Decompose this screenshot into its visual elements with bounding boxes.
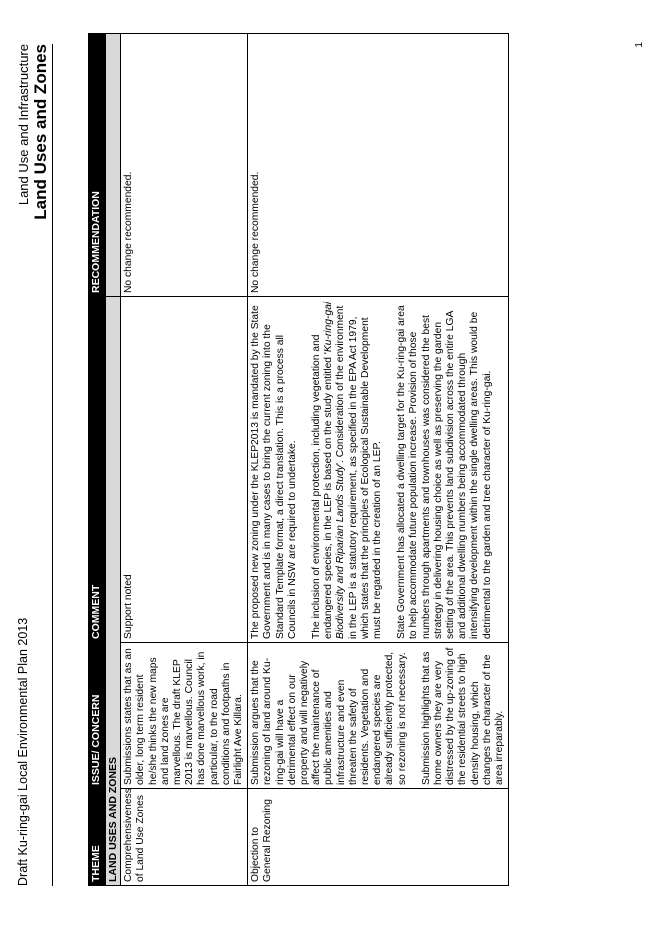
document-title: Draft Ku-ring-gai Local Environmental Plan 2013 bbox=[16, 617, 30, 886]
section-row bbox=[106, 34, 121, 886]
column-header-recommendation: RECOMMENDATION bbox=[89, 34, 106, 297]
issue-paragraph: Submission argues that the rezoning of land around Ku-ring-gai will have a detrimental effect on our property and will negatively affect the maintenance of public amenities and infrastructure and even threaten the safety of residents. Vegetation and endangered species are already sufficiently protected, so rezoning is not necessary. bbox=[250, 651, 408, 785]
table-row bbox=[248, 34, 509, 886]
comment-paragraph bbox=[311, 300, 384, 639]
table-row bbox=[121, 34, 248, 886]
issue-cell bbox=[248, 643, 509, 789]
column-header-theme: THEME bbox=[89, 789, 106, 886]
section-label: LAND USES AND ZONES bbox=[106, 297, 121, 886]
recommendation-cell: No change recommended. bbox=[121, 34, 248, 297]
table-header-row bbox=[89, 34, 106, 886]
column-header-issue: ISSUE/ CONCERN bbox=[89, 643, 106, 789]
issue-paragraph: Submission highlights that as home owners they are very distressed by the up-zoning of the residential streets to high density housing, which changes the character of the area irreparably. bbox=[420, 647, 506, 785]
section-title: Land Uses and Zones bbox=[31, 44, 50, 220]
comment-paragraph: The proposed new zoning under the KLEP2013 is mandated by the State Government and is in many cases to bring the current zoning into the Standard Template format, a direct translation. This is a process all Councils in NSW are required to undertake. bbox=[250, 305, 298, 639]
comment-text: The inclusion of environmental protection, including vegetation and endangered species, in the LEP is based on the study entitled ' bbox=[311, 334, 335, 639]
header-rule bbox=[52, 44, 53, 886]
section-label-filler bbox=[106, 34, 121, 297]
theme-cell: Comprehensiveness of Land Use Zones bbox=[121, 789, 248, 886]
recommendation-cell: No change recommended. bbox=[248, 34, 509, 297]
submissions-table bbox=[88, 33, 509, 886]
comment-cell bbox=[248, 297, 509, 643]
comment-text: '. Consideration of the environment in the LEP is a statutory requirement, as specified in the EPA Act 1979, which states that the principles of Ecological Sustainable Development must be regarded in the creation of an LEP. bbox=[335, 305, 384, 639]
comment-paragraph: State Government has allocated a dwelling target for the Ku-ring-gai area to help accommodate future population increase. Provision of those numbers through apartments and townhouses was considered the best strategy in delivering housing choice as well as preserving the garden setting of the area. This prevents land subdivision across the entire LGA and additional dwelling numbers being accommodated through intensifying development within the single dwelling areas. This would be detrimental to the garden and tree character of Ku-ring-gai. bbox=[396, 305, 493, 639]
theme-cell: Objection to General Rezoning bbox=[248, 789, 509, 886]
issue-cell: Submissions states that as an older, long term resident he/she thinks the new maps and land zones are marvellous. The draft KLEP 2013 is marvellous. Council has done marvellous work, in particular, to the road conditions and footpaths in Fairlight Ave Killara. bbox=[121, 643, 248, 789]
study-title: Ku-ring-gai Biodiversity and Riparian Lands Study bbox=[323, 301, 347, 639]
page-number: 1 bbox=[634, 42, 645, 48]
section-subtitle: Land Use and Infrastructure bbox=[16, 44, 31, 206]
column-header-comment: COMMENT bbox=[89, 297, 106, 643]
comment-cell: Support noted bbox=[121, 297, 248, 643]
